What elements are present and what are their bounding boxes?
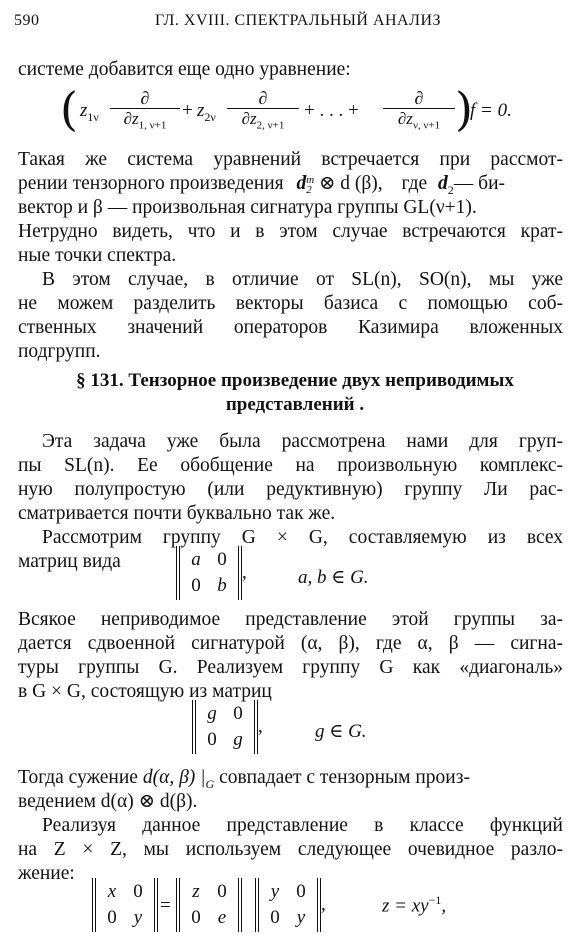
text-line: Эта задача уже была рассмотрена нами для груп-	[42, 431, 563, 452]
matrix-yy: y 0 0 y ,	[255, 878, 326, 932]
text-line: В этом случае, в отличие от SL(n), SO(n), мы уже	[42, 269, 563, 290]
text-line-math: Тогда сужение d(α, β) $|_G$ совпадает с тензорным произ-	[18, 767, 470, 791]
text-line: ную полупростую (или редуктивную) группу Ли рас-	[18, 479, 563, 500]
text-line: на Z × Z, мы используем следующее очевидное разло-	[18, 839, 563, 860]
text-line: дается сдвоенной сигнатурой (α, β), где α, β — сигна-	[18, 633, 563, 654]
text-line: Рассмотрим группу G × G, составляемую из всех	[42, 527, 563, 548]
matrix-g: g 0 0 g ,	[192, 700, 263, 754]
section-heading-line-1: § 131. Тензорное произведение двух неприводимых	[76, 370, 514, 391]
right-paren: )	[455, 82, 473, 136]
equals-sign: =	[160, 895, 171, 916]
page-number: 590	[14, 12, 40, 29]
section-heading-line-2: представлений .	[225, 394, 365, 415]
text-line: ведением d(α) ⊗ d(β).	[18, 791, 198, 812]
text-line-math: рении тензорного произведения d m 2 ⊗ d (β), где $d_2—$ би-	[18, 173, 506, 197]
text-line: в G × G, состоящую из матриц	[18, 681, 272, 702]
fraction-1: ∂ $\partial z_{1, \nu+1}$	[110, 88, 180, 135]
matrix-ab-condition: a, b ∈ G.	[298, 567, 369, 588]
matrix-ab: a 0 0 b ,	[176, 546, 247, 600]
eq-term-2: $z_{2\nu}$	[197, 100, 216, 124]
fraction-2: ∂ $\partial z_{2, \nu+1}$	[227, 88, 299, 135]
matrix-ze: z 0 0 e	[176, 878, 242, 932]
plus-sign: +	[182, 100, 193, 121]
text-line: жение:	[18, 863, 75, 884]
left-paren: (	[60, 82, 78, 136]
eq-term-1: $z_{1\nu}$	[80, 100, 99, 124]
text-line: сматривается почти буквально так же.	[18, 503, 336, 524]
text-line: подгрупп.	[18, 341, 101, 362]
text-line: пы SL(n). Ее обобщение на произвольную комплекс-	[18, 455, 563, 476]
text-line-math: вектор и β — произвольная сигнатура группы GL(ν+1).	[18, 197, 477, 218]
running-title: ГЛ. XVIII. СПЕКТРАЛЬНЫЙ АНАЛИЗ	[155, 12, 442, 29]
text-line: не можем разделить векторы базиса с помощью соб-	[18, 293, 563, 314]
z-definition: $z = xy^{-1}$,	[382, 893, 447, 917]
text-line: матриц вида	[18, 551, 121, 572]
text-line: Нетрудно видеть, что и в этом случае встречаются крат-	[18, 221, 563, 242]
text-line: Реализуя данное представление в классе функций	[42, 815, 563, 836]
text-line: системе добавится еще одно уравнение:	[18, 59, 351, 80]
ellipsis: + . . . +	[304, 100, 359, 121]
eq-rhs: f = 0.	[470, 100, 512, 121]
text-line: ственных значений операторов Казимира вложенных	[18, 317, 563, 338]
matrix-g-condition: g ∈ G.	[315, 721, 367, 742]
text-line: ные точки спектра.	[18, 245, 177, 266]
text-line: Всякое неприводимое представление этой группы за-	[18, 609, 563, 630]
matrix-xy: x 0 0 y	[92, 878, 158, 932]
text-line: Такая же система уравнений встречается при рассмот-	[18, 149, 563, 170]
fraction-3: ∂ $\partial z_{\nu, \nu+1}$	[383, 88, 455, 135]
text-line: туры группы G. Реализуем группу G как «диагональ»	[18, 657, 563, 678]
